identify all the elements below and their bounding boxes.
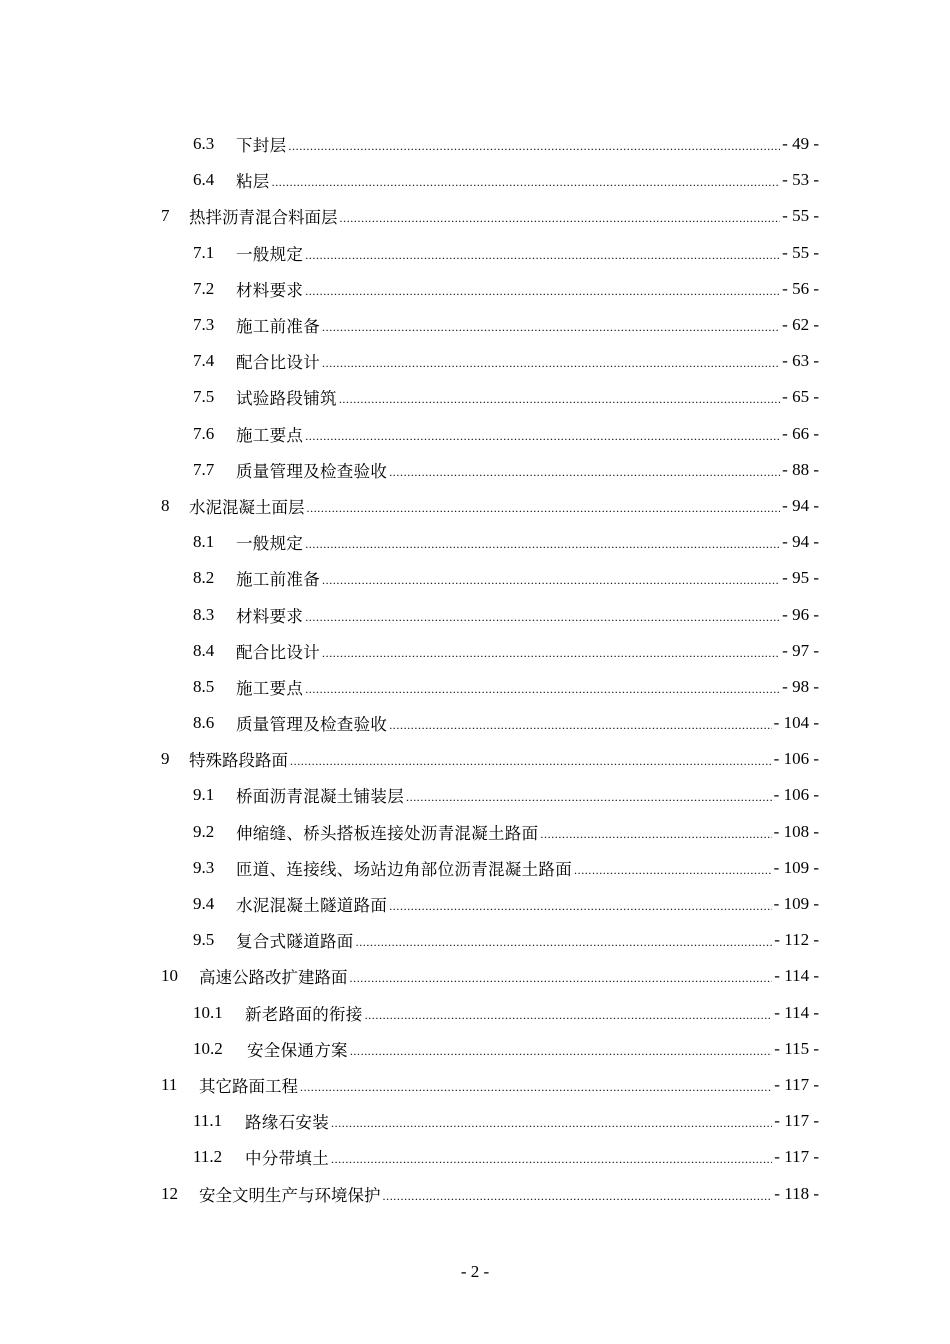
toc-dot-leader (307, 498, 781, 518)
toc-entry-number: 11 (161, 1074, 178, 1094)
toc-entry-number: 10.1 (193, 1002, 223, 1022)
toc-dot-leader (540, 824, 771, 844)
toc-entry-page: - 94 - (782, 495, 819, 515)
toc-section-entry[interactable] (0, 669, 819, 705)
toc-dot-leader (356, 932, 773, 952)
toc-section-entry[interactable] (0, 922, 819, 958)
toc-entry-number: 6.4 (193, 170, 215, 190)
toc-entry-title: 水泥混凝土隧道路面 (236, 896, 388, 916)
toc-dot-leader (331, 1149, 772, 1169)
toc-entry-number: 8.1 (193, 532, 215, 552)
toc-entry-number: 10.2 (193, 1038, 223, 1058)
toc-section-entry[interactable] (0, 1103, 819, 1139)
toc-dot-leader (406, 787, 772, 807)
toc-dot-leader (389, 462, 780, 482)
toc-entry-page: - 106 - (773, 749, 819, 769)
toc-entry-page: - 117 - (774, 1074, 819, 1094)
toc-entry-number: 9 (161, 749, 170, 769)
toc-entry-page: - 106 - (773, 785, 819, 805)
toc-dot-leader (305, 534, 780, 554)
toc-chapter-entry[interactable] (0, 488, 819, 524)
table-of-contents (0, 126, 950, 1212)
toc-section-entry[interactable] (0, 416, 819, 452)
toc-entry-page: - 55 - (782, 206, 819, 226)
toc-entry-title: 配合比设计 (236, 353, 320, 373)
toc-entry-title: 下封层 (236, 136, 287, 156)
toc-entry-page: - 97 - (782, 640, 819, 660)
toc-dot-leader (288, 136, 780, 156)
toc-dot-leader (322, 317, 780, 337)
toc-dot-leader (272, 172, 781, 192)
toc-entry-number: 7.2 (193, 278, 215, 298)
toc-entry-number: 8.6 (193, 713, 215, 733)
toc-entry-title: 安全文明生产与环境保护 (199, 1185, 381, 1205)
toc-entry-title: 复合式隧道路面 (236, 932, 354, 952)
toc-entry-number: 11.2 (193, 1147, 223, 1167)
toc-dot-leader (389, 896, 771, 916)
toc-section-entry[interactable] (0, 850, 819, 886)
toc-entry-page: - 49 - (782, 134, 819, 154)
toc-entry-page: - 114 - (774, 1002, 819, 1022)
toc-entry-page: - 112 - (774, 930, 819, 950)
toc-entry-page: - 53 - (782, 170, 819, 190)
toc-entry-number: 9.2 (193, 821, 215, 841)
toc-dot-leader (305, 607, 780, 627)
toc-entry-number: 9.1 (193, 785, 215, 805)
toc-dot-leader (331, 1113, 772, 1133)
toc-entry-number: 9.3 (193, 857, 215, 877)
toc-entry-page: - 63 - (782, 351, 819, 371)
toc-entry-number: 10 (161, 966, 178, 986)
toc-entry-number: 7.7 (193, 459, 215, 479)
toc-dot-leader (305, 245, 780, 265)
toc-entry-page: - 56 - (782, 278, 819, 298)
toc-entry-number: 8.5 (193, 676, 215, 696)
toc-section-entry[interactable] (0, 633, 819, 669)
toc-dot-leader (365, 1005, 773, 1025)
toc-dot-leader (300, 1077, 772, 1097)
toc-entry-page: - 117 - (774, 1111, 819, 1131)
toc-entry-page: - 118 - (774, 1183, 819, 1203)
toc-entry-page: - 66 - (782, 423, 819, 443)
toc-entry-page: - 55 - (782, 242, 819, 262)
toc-entry-number: 9.5 (193, 930, 215, 950)
toc-entry-title: 桥面沥青混凝土铺装层 (236, 787, 404, 807)
toc-chapter-entry[interactable] (0, 958, 819, 994)
toc-entry-number: 7.1 (193, 242, 215, 262)
toc-entry-page: - 108 - (773, 821, 819, 841)
toc-chapter-entry[interactable] (0, 1067, 819, 1103)
toc-entry-title: 特殊路段路面 (189, 751, 288, 771)
toc-dot-leader (339, 389, 780, 409)
toc-entry-page: - 65 - (782, 387, 819, 407)
toc-entry-title: 施工要点 (236, 425, 304, 445)
toc-entry-title: 一般规定 (236, 534, 304, 554)
toc-entry-page: - 109 - (773, 857, 819, 877)
toc-entry-page: - 88 - (782, 459, 819, 479)
toc-entry-number: 7.6 (193, 423, 215, 443)
toc-entry-number: 9.4 (193, 894, 215, 914)
toc-dot-leader (350, 968, 773, 988)
toc-chapter-entry[interactable] (0, 741, 819, 777)
toc-section-entry[interactable] (0, 126, 819, 162)
toc-section-entry[interactable] (0, 596, 819, 632)
toc-entry-title: 高速公路改扩建路面 (199, 968, 348, 988)
toc-entry-title: 一般规定 (236, 244, 304, 264)
toc-dot-leader (322, 570, 780, 590)
toc-section-entry[interactable] (0, 307, 819, 343)
toc-entry-title: 热拌沥青混合料面层 (189, 208, 338, 228)
toc-dot-leader (290, 751, 772, 771)
toc-entry-page: - 115 - (774, 1038, 819, 1058)
toc-dot-leader (305, 679, 780, 699)
toc-entry-title: 路缘石安装 (245, 1113, 329, 1133)
toc-entry-page: - 117 - (774, 1147, 819, 1167)
toc-entry-title: 粘层 (236, 172, 270, 192)
toc-section-entry[interactable] (0, 524, 819, 560)
toc-section-entry[interactable] (0, 1139, 819, 1175)
toc-entry-number: 11.1 (193, 1111, 223, 1131)
toc-entry-title: 施工要点 (236, 678, 304, 698)
toc-section-entry[interactable] (0, 705, 819, 741)
toc-section-entry[interactable] (0, 452, 819, 488)
toc-entry-page: - 109 - (773, 894, 819, 914)
toc-entry-title: 安全保通方案 (247, 1040, 348, 1060)
toc-entry-title: 质量管理及检查验收 (236, 461, 388, 481)
toc-entry-title: 质量管理及检查验收 (236, 715, 388, 735)
toc-section-entry[interactable] (0, 814, 819, 850)
toc-section-entry[interactable] (0, 162, 819, 198)
toc-entry-page: - 62 - (782, 315, 819, 335)
toc-dot-leader (389, 715, 771, 735)
toc-entry-number: 7.4 (193, 351, 215, 371)
toc-section-entry[interactable] (0, 1031, 819, 1067)
toc-entry-number: 8.4 (193, 640, 215, 660)
toc-entry-title: 施工前准备 (236, 317, 320, 337)
toc-dot-leader (574, 860, 772, 880)
toc-entry-title: 施工前准备 (236, 570, 320, 590)
toc-entry-number: 8.3 (193, 604, 215, 624)
toc-entry-title: 配合比设计 (236, 642, 320, 662)
toc-section-entry[interactable] (0, 235, 819, 271)
toc-entry-page: - 96 - (782, 604, 819, 624)
toc-dot-leader (322, 643, 780, 663)
toc-dot-leader (383, 1186, 773, 1206)
toc-entry-title: 新老路面的衔接 (245, 1004, 363, 1024)
toc-dot-leader (340, 208, 781, 228)
toc-entry-number: 8 (161, 495, 170, 515)
toc-entry-number: 7.5 (193, 387, 215, 407)
toc-entry-page: - 98 - (782, 676, 819, 696)
toc-entry-title: 材料要求 (236, 606, 304, 626)
toc-entry-title: 材料要求 (236, 280, 304, 300)
toc-section-entry[interactable] (0, 777, 819, 813)
toc-entry-number: 7 (161, 206, 170, 226)
toc-entry-number: 7.3 (193, 315, 215, 335)
toc-entry-title: 水泥混凝土面层 (189, 497, 305, 517)
toc-section-entry[interactable] (0, 886, 819, 922)
toc-entry-title: 试验路段铺筑 (236, 389, 337, 409)
toc-dot-leader (305, 281, 780, 301)
toc-section-entry[interactable] (0, 995, 819, 1031)
toc-dot-leader (322, 353, 780, 373)
toc-section-entry[interactable] (0, 379, 819, 415)
toc-entry-number: 6.3 (193, 134, 215, 154)
toc-entry-title: 伸缩缝、桥头搭板连接处沥青混凝土路面 (236, 823, 539, 843)
toc-entry-page: - 94 - (782, 532, 819, 552)
toc-section-entry[interactable] (0, 343, 819, 379)
toc-chapter-entry[interactable] (0, 1175, 819, 1211)
toc-section-entry[interactable] (0, 560, 819, 596)
toc-dot-leader (350, 1041, 772, 1061)
toc-entry-number: 12 (161, 1183, 178, 1203)
toc-entry-title: 中分带填土 (245, 1149, 329, 1169)
toc-entry-page: - 114 - (774, 966, 819, 986)
toc-entry-page: - 95 - (782, 568, 819, 588)
toc-entry-title: 匝道、连接线、场站边角部位沥青混凝土路面 (236, 859, 572, 879)
toc-chapter-entry[interactable] (0, 198, 819, 234)
toc-dot-leader (305, 426, 780, 446)
toc-entry-title: 其它路面工程 (199, 1076, 298, 1096)
toc-entry-page: - 104 - (773, 713, 819, 733)
page-number: - 2 - (460, 1262, 490, 1281)
toc-section-entry[interactable] (0, 271, 819, 307)
toc-entry-number: 8.2 (193, 568, 215, 588)
